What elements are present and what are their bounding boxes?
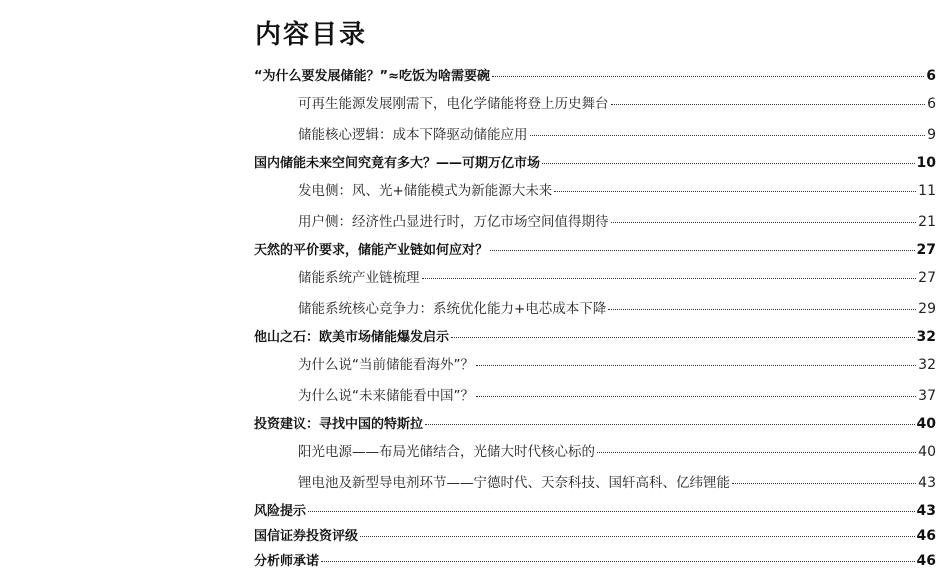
toc-entry-title: 发电侧：风、光+储能模式为新能源大未来 [298,183,553,199]
toc-entry[interactable] [254,120,936,151]
toc-entry[interactable] [254,325,936,350]
toc-entry[interactable] [254,468,936,499]
page-title: 内容目录 [255,20,368,50]
toc-entry-page: 6 [926,68,936,84]
toc-entry-page: 29 [918,301,936,317]
toc-entry[interactable] [254,437,936,468]
toc-entry-title: 锂电池及新型导电剂环节——宁德时代、天奈科技、国轩高科、亿纬锂能 [298,475,730,491]
toc-entry-title: 他山之石：欧美市场储能爆发启示 [254,330,450,345]
toc-entry[interactable] [254,207,936,238]
toc-entry[interactable] [254,263,936,294]
toc-entry-title: 投资建议：寻找中国的特斯拉 [254,417,424,432]
toc-entry-page: 32 [918,357,936,373]
dot-leader [360,536,915,537]
dot-leader [425,424,915,425]
dot-leader [451,337,915,338]
table-of-contents [254,64,936,574]
toc-entry-page: 32 [916,329,936,345]
toc-entry-page: 21 [918,214,936,230]
dot-leader [611,104,926,105]
toc-entry[interactable] [254,381,936,412]
toc-entry-page: 27 [916,242,936,258]
toc-entry-title: 用户侧：经济性凸显进行时，万亿市场空间值得期待 [298,214,609,230]
toc-entry[interactable] [254,549,936,574]
dot-leader [476,365,916,366]
toc-entry[interactable] [254,524,936,549]
dot-leader [490,250,915,251]
dot-leader [530,135,926,136]
dot-leader [608,309,916,310]
toc-entry-page: 43 [918,475,936,491]
toc-entry-title: 阳光电源——布局光储结合，光储大时代核心标的 [298,444,595,460]
toc-entry-page: 27 [918,270,936,286]
toc-entry-page: 9 [927,127,936,143]
dot-leader [597,452,916,453]
toc-entry[interactable] [254,499,936,524]
toc-entry-page: 40 [916,416,936,432]
toc-entry-title: 为什么说“当前储能看海外”？ [298,357,474,373]
dot-leader [611,222,917,223]
dot-leader [321,561,915,562]
dot-leader [554,191,916,192]
toc-entry-title: 国内储能未来空间究竟有多大？——可期万亿市场 [254,156,541,171]
toc-entry-page: 46 [916,553,936,569]
toc-entry-title: 天然的平价要求，储能产业链如何应对？ [254,243,489,258]
dot-leader [732,483,916,484]
toc-entry-page: 6 [927,96,936,112]
dot-leader [542,163,915,164]
toc-entry-page: 10 [916,155,936,171]
toc-entry-title: 储能系统产业链梳理 [298,270,420,286]
toc-entry-title: 风险提示 [254,504,307,519]
toc-entry[interactable] [254,238,936,263]
dot-leader [422,278,917,279]
toc-entry[interactable] [254,412,936,437]
toc-entry[interactable] [254,176,936,207]
dot-leader [308,511,915,512]
toc-entry-page: 11 [918,183,936,199]
toc-entry[interactable] [254,89,936,120]
toc-entry-title: 分析师承诺 [254,554,320,569]
toc-entry-title: 可再生能源发展刚需下，电化学储能将登上历史舞台 [298,96,609,112]
toc-entry-page: 40 [918,444,936,460]
toc-entry-title: 储能系统核心竞争力：系统优化能力+电芯成本下降 [298,301,607,317]
toc-entry-title: 国信证券投资评级 [254,529,359,544]
toc-entry[interactable] [254,151,936,176]
toc-entry-title: 为什么说“未来储能看中国”？ [298,388,474,404]
toc-entry-page: 37 [918,388,936,404]
dot-leader [492,76,924,77]
toc-entry-page: 43 [916,503,936,519]
toc-entry[interactable] [254,350,936,381]
toc-entry-title: 储能核心逻辑：成本下降驱动储能应用 [298,127,528,143]
toc-entry-title: “为什么要发展储能？”≈吃饭为啥需要碗 [254,69,490,84]
dot-leader [476,396,916,397]
toc-entry[interactable] [254,294,936,325]
toc-entry[interactable] [254,64,936,89]
toc-entry-page: 46 [916,528,936,544]
